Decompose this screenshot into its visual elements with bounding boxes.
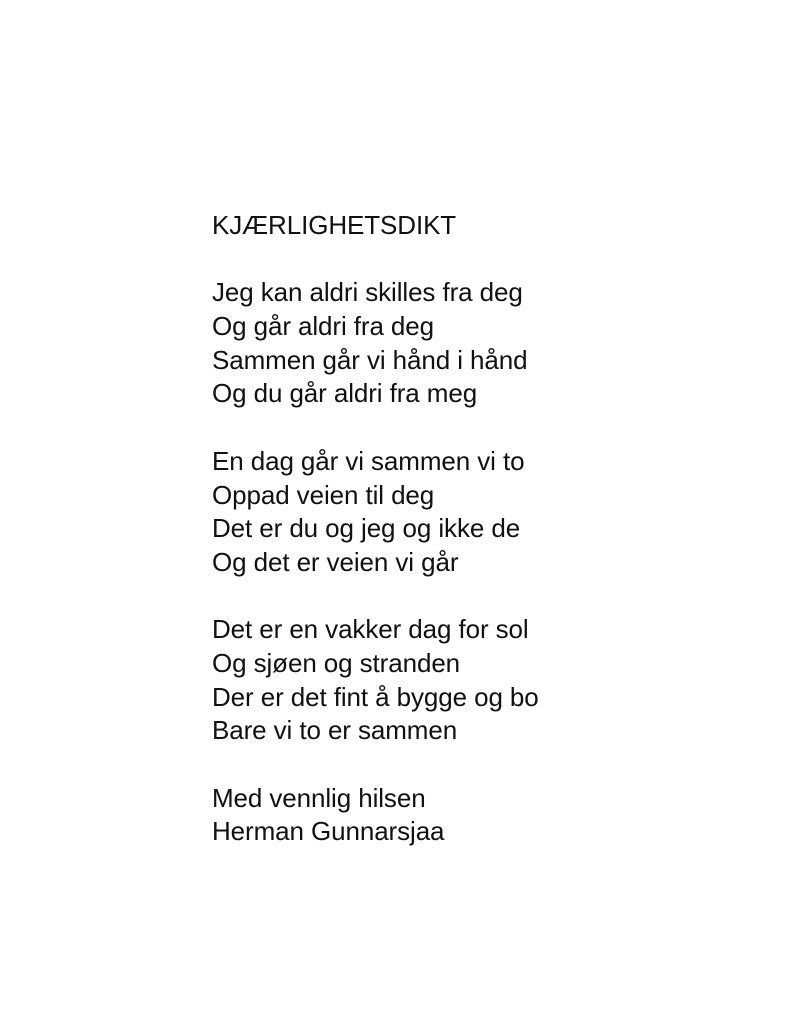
stanza-3 <box>212 613 539 748</box>
poem-line: Bare vi to er sammen <box>212 715 458 746</box>
poem-line: Sammen går vi hånd i hånd <box>212 344 528 375</box>
poem-title: KJÆRLIGHETSDIKT <box>212 210 457 240</box>
poem-line: En dag går vi sammen vi to <box>212 445 525 476</box>
poem-line: Der er det fint å bygge og bo <box>212 681 539 712</box>
poem-line: Det er du og jeg og ikke de <box>212 513 521 544</box>
closing-text: Med vennlig hilsen <box>212 782 426 813</box>
stanza-1 <box>212 276 539 411</box>
stanza-gap <box>212 580 539 614</box>
stanza-gap <box>212 748 539 782</box>
poem-line: Og går aldri fra deg <box>212 311 435 342</box>
stanza-gap <box>212 411 539 445</box>
poem-line: Jeg kan aldri skilles fra deg <box>212 277 523 308</box>
poem-line: Og sjøen og stranden <box>212 647 461 678</box>
sign-off <box>212 782 539 849</box>
stanza-gap <box>212 243 539 277</box>
poem-line: Det er en vakker dag for sol <box>212 614 529 645</box>
poem-line: Og du går aldri fra meg <box>212 378 478 409</box>
poem-line: Og det er veien vi går <box>212 546 459 577</box>
signature-name: Herman Gunnarsjaa <box>212 816 445 847</box>
poem-body <box>212 209 539 849</box>
poem-line: Oppad veien til deg <box>212 479 435 510</box>
stanza-2 <box>212 445 539 580</box>
